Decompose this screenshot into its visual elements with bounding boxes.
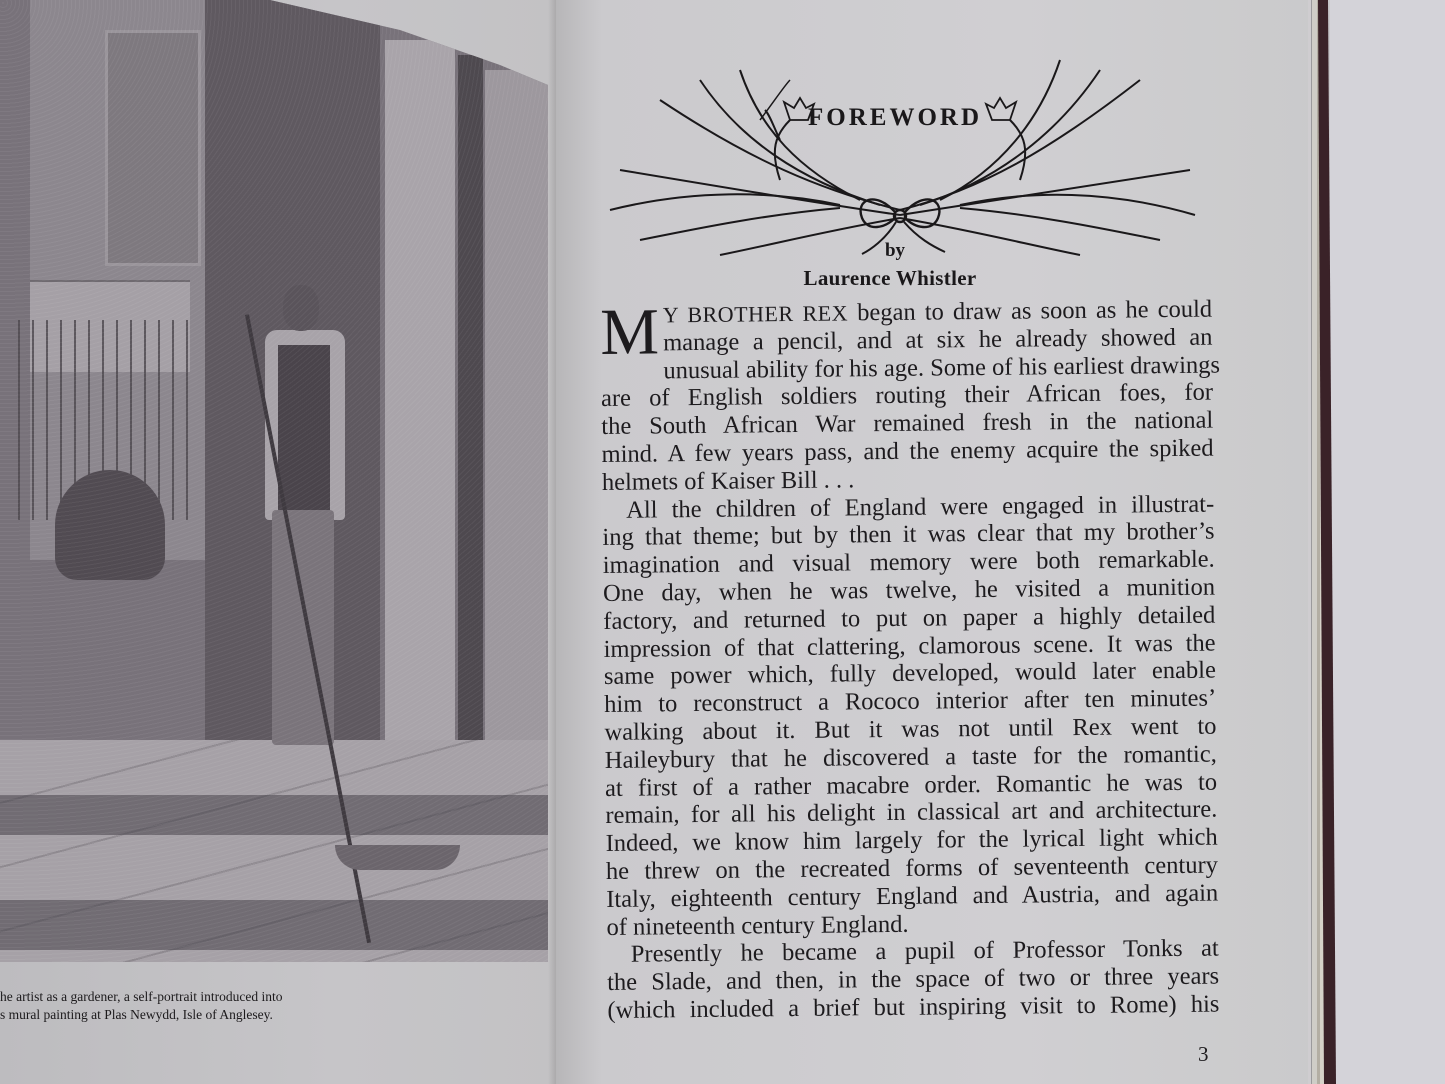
illustration-caption <box>0 988 560 1024</box>
text-line: Italy, eighteenth century England and Austria, and again <box>606 879 1219 913</box>
text-line: at first of a rather macabre order. Romantic he was to <box>604 768 1218 802</box>
caption-line: he artist as a gardener, a self-portrait introduced into <box>0 989 283 1004</box>
left-page <box>0 0 560 1084</box>
floral-wreath-ornament-icon <box>600 40 1200 260</box>
text-line: All the children of England were engaged in illustrat- <box>626 490 1215 524</box>
text-line: mind. A few years pass, and the enemy acquire the spiked <box>601 434 1214 468</box>
byline-by: by <box>884 240 906 261</box>
text-line: walking about it. But it was not until Rex went to <box>604 712 1217 746</box>
caption-line: s mural painting at Plas Newydd, Isle of Anglesey. <box>0 1007 273 1022</box>
author-name: Laurence Whistler <box>803 266 977 290</box>
text-line: manage a pencil, and at six he already showed an <box>662 323 1213 357</box>
text-line: the Slade, and then, in the space of two or three years <box>606 962 1220 997</box>
text-line: factory, and returned to put on paper a highly detailed <box>603 601 1216 635</box>
text-line: (which included a brief but inspiring visit to Rome) his <box>607 990 1220 1024</box>
text-line: he threw on the recreated forms of seventeenth century <box>605 851 1219 885</box>
text-line: Presently he became a pupil of Professor Tonks at <box>630 934 1219 969</box>
illustration-grain <box>0 0 548 962</box>
text-line: impression of that clattering, clamorous scene. It was the <box>603 629 1216 663</box>
text-line: imagination and visual memory were both remarkable. <box>602 545 1215 580</box>
text-line: him to reconstruct a Rococo interior after ten minutes’ <box>604 684 1217 719</box>
text-line: of nineteenth century England. <box>606 910 909 941</box>
text-line: unusual ability for his age. Some of his earliest drawings <box>663 351 1221 384</box>
page-number: 3 <box>1198 1042 1209 1066</box>
body-text <box>600 296 1220 1025</box>
chapter-title: FOREWORD <box>808 104 982 131</box>
text-line: Indeed, we know him largely for the lyrical light which <box>605 823 1218 858</box>
text-line: Haileybury that he discovered a taste for the romantic, <box>604 740 1217 774</box>
drop-cap: M <box>599 295 660 369</box>
opening-smallcaps: Y BROTHER REX <box>662 300 849 328</box>
text-line: the South African War remained fresh in the national <box>601 406 1214 441</box>
text-line: ing that theme; but by then it was clear that my brother’s <box>602 517 1215 552</box>
text-line: One day, when he was twelve, he visited a munition <box>602 573 1216 607</box>
illustration-artist-as-gardener <box>0 0 548 962</box>
background-surface <box>1330 0 1445 1084</box>
text-line: remain, for all his delight in classical art and architecture. <box>605 795 1218 830</box>
paragraph-1 <box>599 295 1221 497</box>
text-line: helmets of Kaiser Bill . . . <box>601 466 855 496</box>
text-line: same power which, fully developed, would later enable <box>603 656 1217 691</box>
paragraph-3 <box>607 935 1220 1025</box>
text-line-content: began to draw as soon as he could <box>847 295 1213 327</box>
paragraph-2 <box>602 490 1219 941</box>
text-line: are of English soldiers routing their African foes, for <box>600 378 1214 413</box>
